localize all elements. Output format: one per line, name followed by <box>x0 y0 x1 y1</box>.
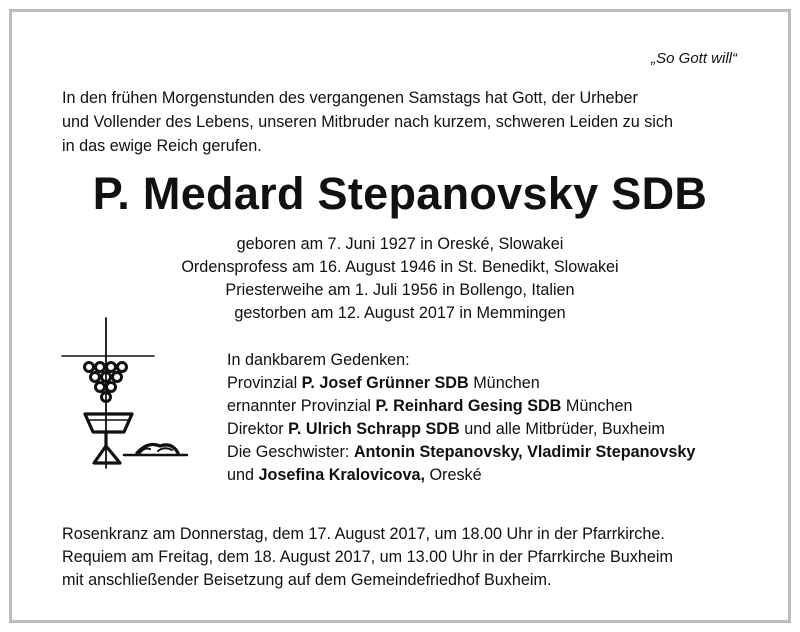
mourner-place: und alle Mitbrüder, Buxheim <box>459 420 665 438</box>
mourner-line <box>227 441 767 464</box>
intro-line: und Vollender des Lebens, unseren Mitbruder nach kurzem, schweren Leiden zu sich <box>62 113 673 131</box>
mourner-place: Oreské <box>424 466 482 484</box>
mourner-name: P. Josef Grünner SDB <box>301 374 469 392</box>
mourner-name: P. Reinhard Gesing SDB <box>375 397 562 415</box>
mourners-heading: In dankbarem Gedenken: <box>227 351 410 369</box>
mourners-list <box>227 349 767 487</box>
mourner-line <box>227 372 767 395</box>
biography <box>0 233 800 325</box>
cross-chalice-grapes-bread-icon <box>60 316 190 472</box>
bio-line-ordination: Priesterweihe am 1. Juli 1956 in Bollengo, Italien <box>225 281 575 299</box>
bio-line-profession: Ordensprofess am 16. August 1946 in St. Benedikt, Slowakei <box>181 258 619 276</box>
mourner-title: und <box>227 466 259 484</box>
mourner-place: München <box>468 374 540 392</box>
service-details <box>62 523 762 592</box>
deceased-name: P. Medard Stepanovsky SDB <box>92 168 708 219</box>
burial-info: mit anschließender Beisetzung auf dem Gemeindefriedhof Buxheim. <box>62 571 552 589</box>
rosary-info: Rosenkranz am Donnerstag, dem 17. August 2017, um 18.00 Uhr in der Pfarrkirche. <box>62 525 665 543</box>
mourner-title: Die Geschwister: <box>227 443 354 461</box>
intro-line: In den frühen Morgenstunden des vergangenen Samstags hat Gott, der Urheber <box>62 89 638 107</box>
bio-line-death: gestorben am 12. August 2017 in Memmingen <box>234 304 566 322</box>
mourner-title: Direktor <box>227 420 289 438</box>
mourner-name: P. Ulrich Schrapp SDB <box>288 420 460 438</box>
mourner-line <box>227 464 767 487</box>
intro-line: in das ewige Reich gerufen. <box>62 137 262 155</box>
intro-paragraph <box>62 86 742 158</box>
mourner-place: München <box>561 397 633 415</box>
mourner-name: Josefina Kralovicova, <box>258 466 425 484</box>
mourner-title: ernannter Provinzial <box>227 397 376 415</box>
motto: „So Gott will“ <box>651 50 737 67</box>
mourner-line <box>227 395 767 418</box>
bio-line-birth: geboren am 7. Juni 1927 in Oreské, Slowakei <box>236 235 564 253</box>
requiem-info: Requiem am Freitag, dem 18. August 2017, um 13.00 Uhr in der Pfarrkirche Buxheim <box>62 548 673 566</box>
mourner-title: Provinzial <box>227 374 302 392</box>
mourner-name: Antonin Stepanovsky, Vladimir Stepanovsky <box>353 443 696 461</box>
mourner-line <box>227 418 767 441</box>
